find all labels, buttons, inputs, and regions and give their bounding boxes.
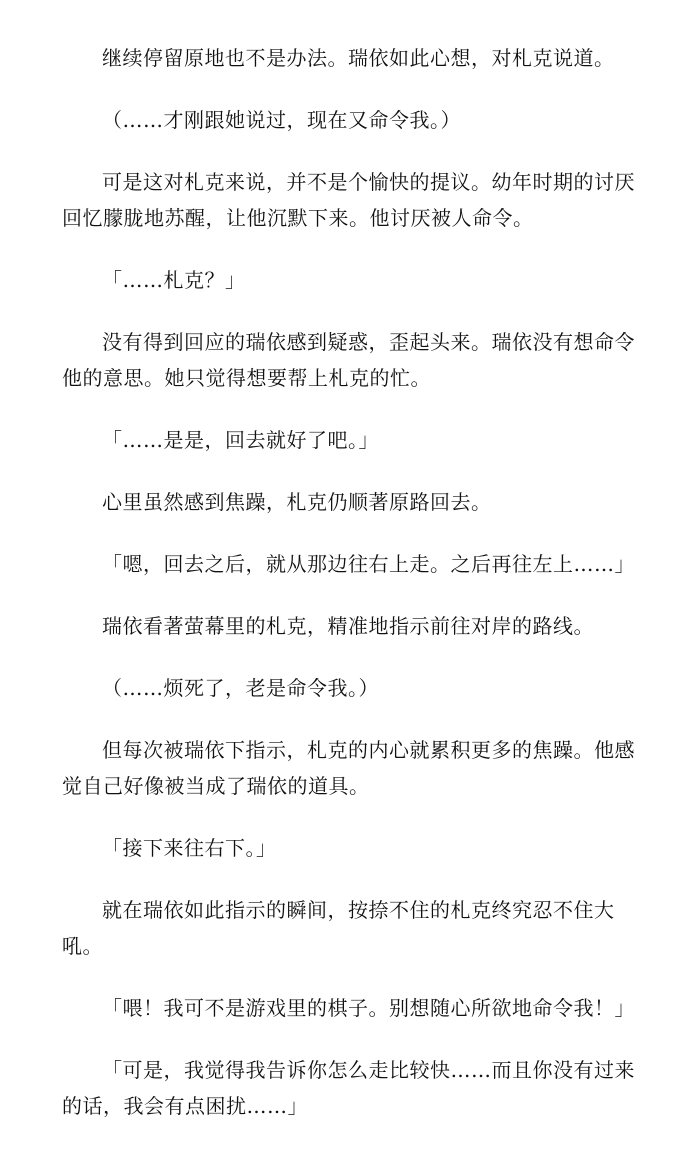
paragraph: 「喂！我可不是游戏里的棋子。别想随心所欲地命令我！」 bbox=[102, 996, 635, 1020]
paragraph: 就在瑞依如此指示的瞬间，按捺不住的札克终究忍不住大吼。 bbox=[62, 898, 615, 958]
paragraph: （……才刚跟她说过，现在又命令我。） bbox=[102, 108, 461, 132]
paragraph: 继续停留原地也不是办法。瑞依如此心想，对札克说道。 bbox=[102, 46, 615, 70]
document-page bbox=[62, 40, 640, 1150]
paragraph: 「接下来往右下。」 bbox=[102, 836, 277, 860]
paragraph: 「嗯，回去之后，就从那边往右上走。之后再往左上……」 bbox=[102, 552, 635, 576]
paragraph: （……烦死了，老是命令我。） bbox=[102, 676, 379, 700]
paragraph: 但每次被瑞依下指示，札克的内心就累积更多的焦躁。他感觉自己好像被当成了瑞依的道具。 bbox=[62, 738, 635, 798]
paragraph: 可是这对札克来说，并不是个愉快的提议。幼年时期的讨厌回忆朦胧地苏醒，让他沉默下来。他讨厌被人命令。 bbox=[62, 170, 635, 230]
paragraph: 「……是是，回去就好了吧。」 bbox=[102, 428, 379, 452]
paragraph: 没有得到回应的瑞依感到疑惑，歪起头来。瑞依没有想命令他的意思。她只觉得想要帮上札克的忙。 bbox=[62, 330, 635, 390]
paragraph: 瑞依看著萤幕里的札克，精准地指示前往对岸的路线。 bbox=[102, 614, 594, 638]
paragraph: 「……札克？」 bbox=[102, 268, 246, 292]
paragraph: 「可是，我觉得我告诉你怎么走比较快……而且你没有过来的话，我会有点困扰……」 bbox=[62, 1058, 635, 1118]
paragraph: 心里虽然感到焦躁，札克仍顺著原路回去。 bbox=[102, 490, 492, 514]
